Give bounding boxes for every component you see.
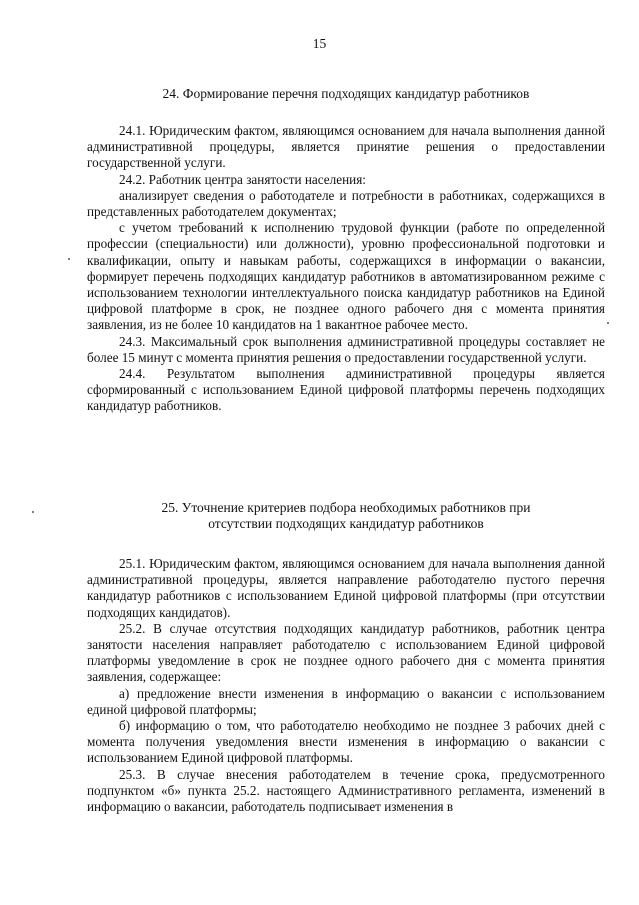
page-number: 15: [312, 36, 327, 51]
paragraph-24-2-analysis: анализирует сведения о работодателе и потребности в работниках, содержащихся в представленных работодателем документах;: [87, 187, 605, 220]
paragraph-25-2-b: б) информацию о том, что работодателю необходимо не позднее 3 рабочих дней с момента получения уведомления внести изменения в информацию о вакансии с использованием Единой цифровой платформы.: [87, 718, 605, 766]
scan-speck: [68, 258, 70, 260]
paragraph-24-2: 24.2. Работник центра занятости населения:: [119, 171, 366, 187]
paragraph-24-2-forming: с учетом требований к исполнению трудовой функции (работе по определенной профессии (специальности) или должности), уровню профессиональной подготовки и квалификации, опыту и навыкам работы, содержащихся в информации о вакансии, формирует перечень подходящих кандидатур работников в автоматизированном режиме с использованием технологии интеллектуального поиска кандидатур работников на Единой цифровой платформе в срок, не позднее одного рабочего дня с момента принятия заявления, из не более 10 кандидатов на 1 вакантное рабочее место.: [87, 220, 605, 333]
section-25: [87, 500, 605, 815]
paragraph-25-2-a: а) предложение внести изменения в информацию о вакансии с использованием единой цифровой платформы;: [87, 685, 605, 717]
scan-speck: [32, 511, 34, 513]
paragraph-25-1: 25.1. Юридическим фактом, являющимся основанием для начала выполнения данной административной процедуры, является направление работодателю пустого перечня кандидатур работников с использованием Единой цифровой платформы (при отсутствии подходящих кандидатов).: [87, 556, 605, 620]
section-24: [87, 86, 605, 415]
paragraph-25-3: 25.3. В случае внесения работодателем в течение срока, предусмотренного подпунктом «б» пункта 25.2. настоящего Административного регламента, изменений в информацию о вакансии, работодатель подписывает изменения в: [87, 766, 605, 815]
paragraph-25-2: 25.2. В случае отсутствия подходящих кандидатур работников, работник центра занятости населения направляет работодателю с использованием Единой цифровой платформы уведомление в срок не позднее одного рабочего дня с момента принятия заявления, содержащее:: [87, 620, 605, 685]
scan-speck: [607, 322, 609, 324]
paragraph-24-3: 24.3. Максимальный срок выполнения административной процедуры составляет не более 15 минут с момента принятия решения о предоставлении государственной услуги.: [87, 333, 605, 365]
section-24-title: 24. Формирование перечня подходящих кандидатур работников: [162, 86, 530, 101]
paragraph-24-4: 24.4. Результатом выполнения административной процедуры является сформированный с использованием Единой цифровой платформы перечень подходящих кандидатур работников.: [87, 366, 605, 414]
section-25-title-line-1: 25. Уточнение критериев подбора необходимых работников при: [161, 500, 531, 515]
section-25-title-line-2: отсутствии подходящих кандидатур работников: [208, 516, 484, 531]
paragraph-24-1: 24.1. Юридическим фактом, являющимся основанием для начала выполнения данной административной процедуры, является принятие решения о предоставлении государственной услуги.: [87, 123, 605, 171]
